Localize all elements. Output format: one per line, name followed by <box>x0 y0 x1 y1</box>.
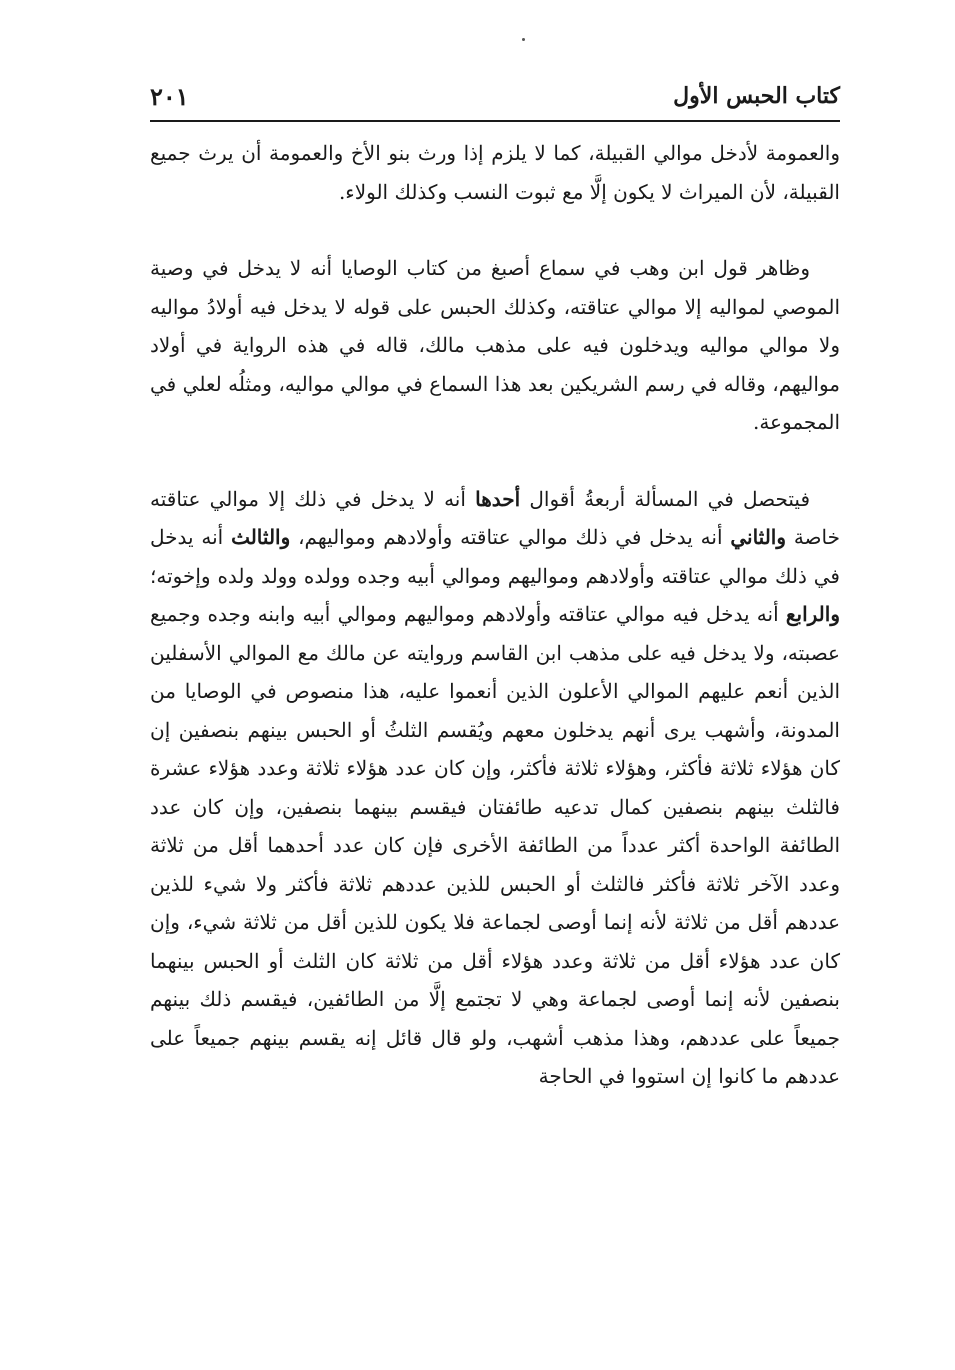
page-mark <box>522 38 525 41</box>
page-number: ٢٠١ <box>150 81 189 111</box>
text-segment: أنه يدخل فيه موالي عتاقته وأولادهم ومواليهم وموالي أبيه وابنه وجده وجميع عصبته، ولا يدخل فيه على مذهب ابن القاسم وروايته عن مالك مع الموالي الأسفلين الذين أنعم عليهم الموالي الأعلون الذين أنعموا عليه، هذا منصوص في الوصايا من المدونة، وأشهب يرى أنهم يدخلون معهم ويُقسم الثلثُ أو الحبس بينهم بنصفين إن كان هؤلاء ثلاثة فأكثر، وهؤلاء ثلاثة فأكثر، وإن كان عدد هؤلاء ثلاثة وعدد هؤلاء عشرة فالثلث بينهم بنصفين كمال تدعيه طائفتان فيقسم بينهما بنصفين، وإن كان عدد الطائفة الواحدة أكثر عدداً من الطائفة الأخرى فإن كان عدد أحدهما أقل من ثلاثة وعدد الآخر ثلاثة فأكثر فالثلث أو الحبس للذين عددهم ثلاثة فأكثر ولا شيء للذين عددهم أقل من ثلاثة لأنه إنما أوصى لجماعة فلا يكون للذين أقل من ثلاثة شيء، وإن كان عدد هؤلاء أقل من ثلاثة وعدد هؤلاء أقل من ثلاثة كان الثلث أو الحبس بينهما بنصفين لأنه إنما أوصى لجماعة وهي لا تجتمع إلَّا من الطائفين، فيقسم ذلك بينهم جميعاً على عددهم، وهذا مذهب أشهب، ولو قال قائل إنه يقسم بينهم جميعاً على عددهم ما كانوا إن استووا في الحاجة <box>150 602 840 1088</box>
bold-term-second: والثاني <box>730 525 787 549</box>
bold-term-third: والثالث <box>231 525 291 549</box>
bold-term-first: أحدها <box>475 486 521 511</box>
text-segment: فيتحصل في المسألة أربعةُ أقوال <box>520 486 811 511</box>
paragraph-3 <box>150 480 840 1096</box>
body-text <box>150 134 840 1096</box>
bold-term-fourth: والرابع <box>785 602 840 626</box>
text-segment: وظاهر قول ابن وهب في سماع أصبغ من كتاب الوصايا أنه لا يدخل في وصية الموصي لمواليه إلا موالي عتاقته، وكذلك الحبس على قوله لا يدخل فيه أولادُ مواليه ولا موالي مواليه ويدخلون فيه على مذهب مالك، قاله في هذه الرواية في أولاد مواليهم، وقاله في رسم الشريكين بعد هذا السماع في موالي مواليه، ومثلُه لعلي في المجموعة. <box>150 256 840 434</box>
text-segment: والعمومة لأدخل موالي القبيلة، كما لا يلزم إذا ورث بنو الأخ والعمومة أن يرث جميع القبيلة، لأن الميراث لا يكون إلَّا مع ثبوت النسب وكذلك الولاء. <box>150 141 840 204</box>
paragraph-2 <box>150 249 840 442</box>
text-segment: أنه لا يدخل في ذلك إلا موالي عتاقته خاصة <box>150 486 840 549</box>
page-header <box>150 78 840 114</box>
text-segment: أنه يدخل في ذلك موالي عتاقته وأولادهم ومواليهم وموالي أبيه وجده وولده وولد ولده وإخوته؛ <box>150 525 840 588</box>
header-rule <box>150 120 840 122</box>
paragraph-1 <box>150 134 840 211</box>
text-segment: أنه يدخل في ذلك موالي عتاقته وأولادهم ومواليهم، <box>290 525 731 549</box>
running-title: كتاب الحبس الأول <box>673 83 840 109</box>
